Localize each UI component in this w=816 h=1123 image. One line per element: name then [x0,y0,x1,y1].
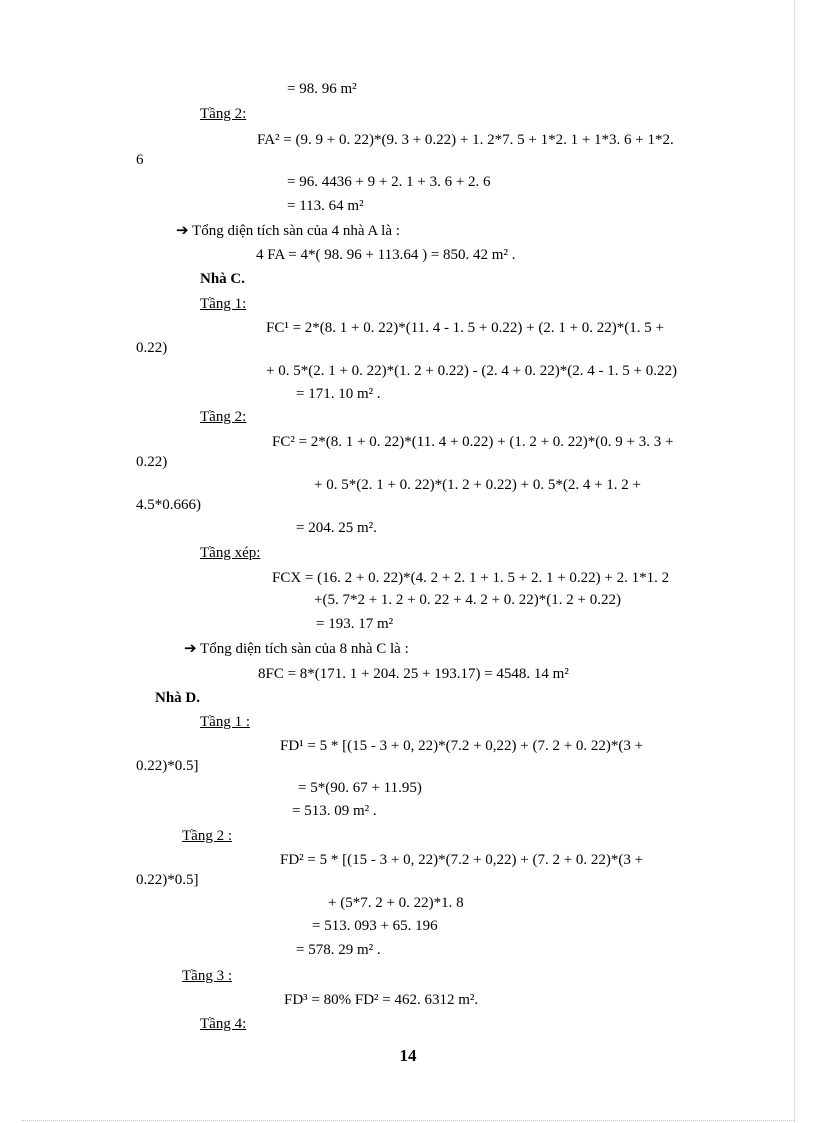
eq-line: FC¹ = 2*(8. 1 + 0. 22)*(11. 4 - 1. 5 + 0.22) + (2. 1 + 0. 22)*(1. 5 + [266,320,665,336]
eq-line: FCX = (16. 2 + 0. 22)*(4. 2 + 2. 1 + 1. 5 + 2. 1 + 0.22) + 2. 1*1. 2 [272,570,670,586]
bottom-dotted-border [22,1120,794,1121]
eq-line: + (5*7. 2 + 0. 22)*1. 8 [328,895,464,911]
eq-line: = 513. 09 m² . [292,803,377,819]
heading-floor: Tầng 2: [200,106,247,122]
eq-line: = 513. 093 + 65. 196 [312,918,438,934]
heading-floor: Tầng 1: [200,296,247,312]
eq-line: FA² = (9. 9 + 0. 22)*(9. 3 + 0.22) + 1. 2*7. 5 + 1*2. 1 + 1*3. 6 + 1*2. [257,132,674,148]
eq-line: + 0. 5*(2. 1 + 0. 22)*(1. 2 + 0.22) - (2. 4 + 0. 22)*(2. 4 - 1. 5 + 0.22) [266,363,677,379]
eq-line: 0.22) [136,454,168,470]
eq-line: FC² = 2*(8. 1 + 0. 22)*(11. 4 + 0.22) + (1. 2 + 0. 22)*(0. 9 + 3. 3 + [272,434,674,450]
eq-line: FD² = 5 * [(15 - 3 + 0, 22)*(7.2 + 0,22) + (7. 2 + 0. 22)*(3 + [280,852,644,868]
eq-line: FD³ = 80% FD² = 462. 6312 m². [284,992,479,1008]
eq-line: = 171. 10 m² . [296,386,381,402]
eq-line: + 0. 5*(2. 1 + 0. 22)*(1. 2 + 0.22) + 0. 5*(2. 4 + 1. 2 + [314,477,641,493]
eq-line: = 113. 64 m² [287,198,364,214]
eq-line: = 96. 4436 + 9 + 2. 1 + 3. 6 + 2. 6 [287,174,491,190]
eq-line: 0.22)*0.5] [136,758,199,774]
summary-line: ➔ Tổng diện tích sàn của 4 nhà A là : [176,223,400,239]
heading-floor: Tầng 2 : [182,828,232,844]
eq-line: 4.5*0.666) [136,497,201,513]
eq-line: = 5*(90. 67 + 11.95) [298,780,422,796]
eq-line: 0.22) [136,340,168,356]
heading-floor: Tầng 1 : [200,714,250,730]
section-heading: Nhà C. [200,271,246,287]
eq-line: = 193. 17 m² [316,616,394,632]
page-number: 14 [399,1046,417,1065]
heading-floor: Tầng xép: [200,545,261,561]
eq-line: = 204. 25 m². [296,520,377,536]
eq-line: 4 FA = 4*( 98. 96 + 113.64 ) = 850. 42 m² . [256,247,516,263]
heading-floor: Tầng 2: [200,409,247,425]
section-heading: Nhà D. [155,690,201,706]
eq-line: 0.22)*0.5] [136,872,199,888]
summary-line: ➔ Tổng diện tích sàn của 8 nhà C là : [184,641,409,657]
eq-line: FD¹ = 5 * [(15 - 3 + 0, 22)*(7.2 + 0,22) + (7. 2 + 0. 22)*(3 + [280,738,644,754]
heading-floor: Tầng 3 : [182,968,232,984]
eq-line: 8FC = 8*(171. 1 + 204. 25 + 193.17) = 4548. 14 m² [258,666,569,682]
eq-line: +(5. 7*2 + 1. 2 + 0. 22 + 4. 2 + 0. 22)*(1. 2 + 0.22) [314,592,621,608]
heading-floor: Tầng 4: [200,1016,247,1032]
right-dotted-border [794,0,795,1123]
eq-line: 6 [136,152,144,168]
eq-line: = 98. 96 m² [287,81,357,97]
eq-line: = 578. 29 m² . [296,942,381,958]
